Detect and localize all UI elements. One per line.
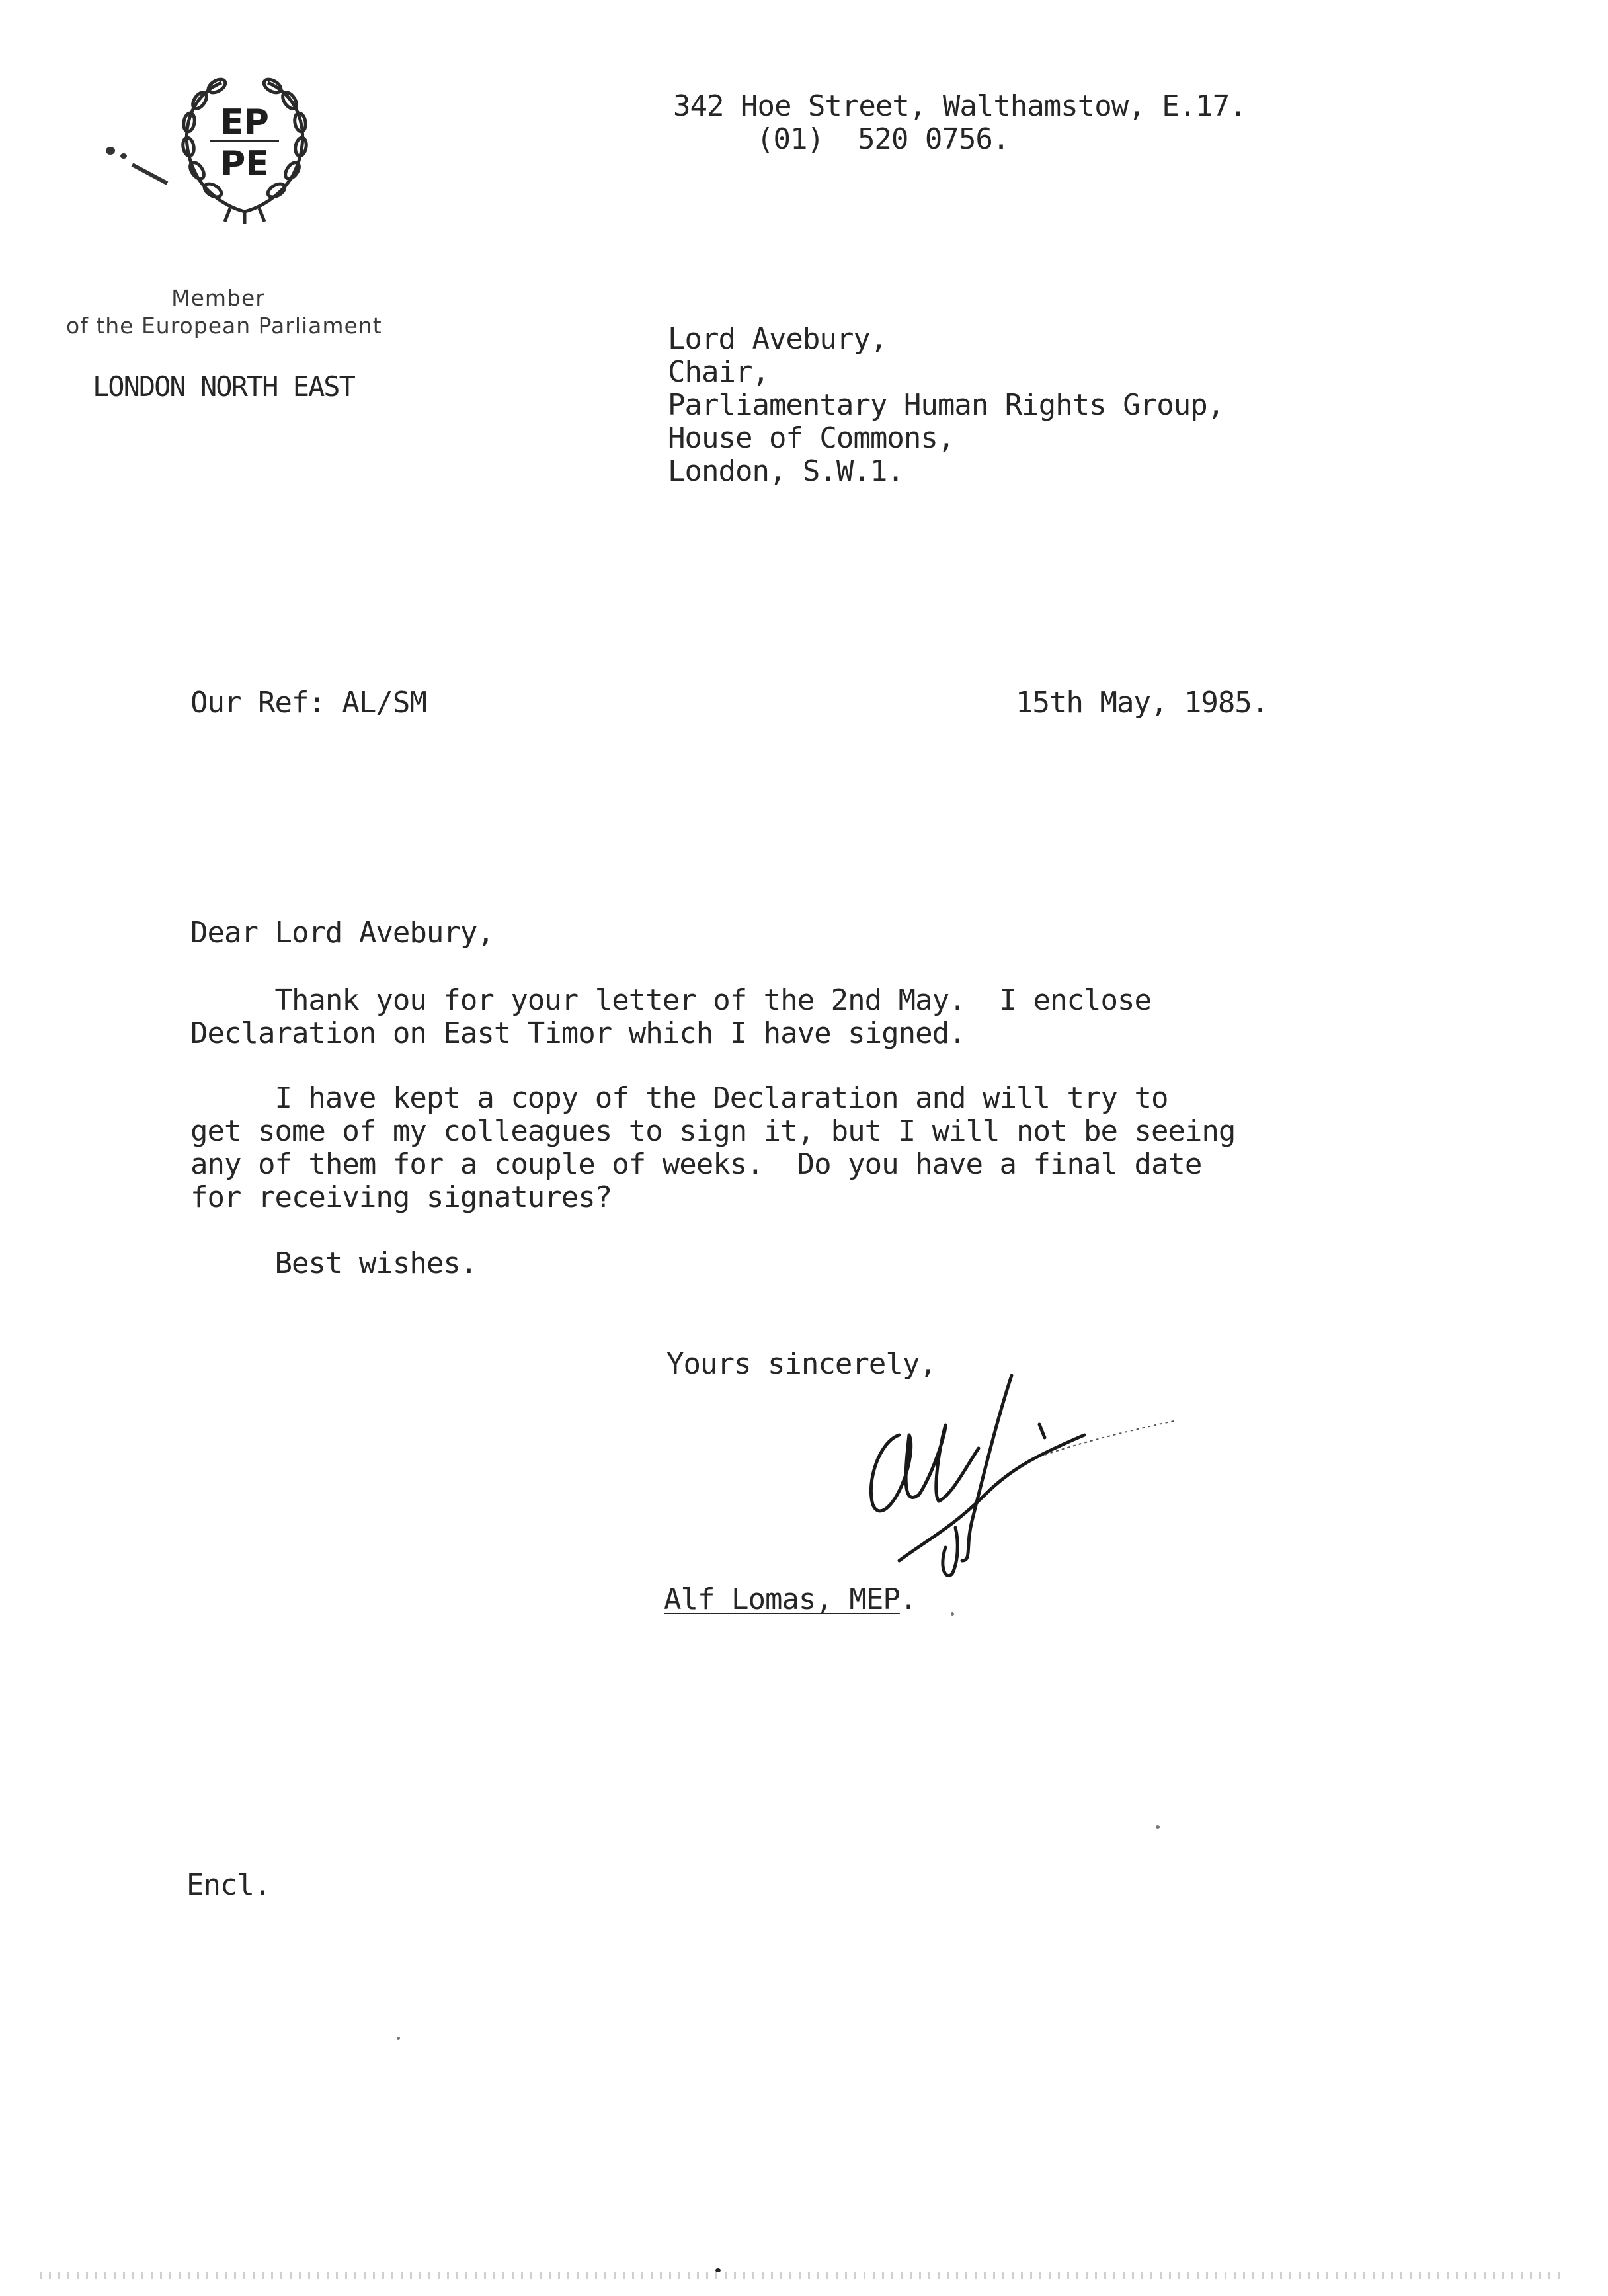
recipient-line: Lord Avebury, — [668, 322, 887, 356]
laurel-wreath-icon — [159, 66, 331, 225]
member-line-2: of the European Parliament — [66, 313, 382, 339]
paragraph-line: any of them for a couple of weeks. Do you have a final date — [190, 1147, 1202, 1181]
signatory-name-suffix: . — [899, 1582, 917, 1616]
svg-text:EP: EP — [220, 102, 269, 142]
constituency: LONDON NORTH EAST — [93, 370, 354, 403]
reference: Our Ref: AL/SM — [190, 686, 426, 719]
recipient-line: Parliamentary Human Rights Group, — [668, 388, 1225, 422]
enclosure-note: Encl. — [186, 1868, 271, 1902]
scan-speck — [951, 1612, 954, 1616]
member-caption — [66, 284, 382, 340]
recipient-line: House of Commons, — [668, 421, 955, 455]
sender-address-line: 342 Hoe Street, Walthamstow, E.17. — [673, 89, 1246, 123]
handwritten-signature — [846, 1362, 1190, 1580]
recipient-line: London, S.W.1. — [668, 454, 904, 488]
scan-speck — [397, 2037, 400, 2040]
paragraph-line: I have kept a copy of the Declaration and will try to — [190, 1081, 1168, 1115]
body-paragraph-1 — [190, 984, 1151, 1050]
paragraph-line: Thank you for your letter of the 2nd May. I enclose — [190, 983, 1151, 1017]
body-paragraph-2 — [190, 1082, 1235, 1214]
recipient-line: Chair, — [668, 355, 769, 389]
sender-phone-line: (01) 520 0756. — [756, 122, 1010, 156]
svg-text:PE: PE — [220, 144, 269, 184]
closing-wish: Best wishes. — [190, 1247, 477, 1280]
member-line-1: Member — [171, 285, 265, 311]
paragraph-line: for receiving signatures? — [190, 1180, 612, 1214]
valediction: Yours sincerely, — [666, 1347, 936, 1381]
paragraph-line: get some of my colleagues to sign it, but I will not be seeing — [190, 1114, 1236, 1148]
scan-edge-noise — [40, 2272, 1560, 2279]
scan-speck — [1156, 1825, 1160, 1829]
salutation: Dear Lord Avebury, — [190, 916, 494, 950]
recipient-address-block — [668, 323, 1224, 488]
signatory-name-block — [664, 1583, 916, 1616]
signatory-name: Alf Lomas, MEP — [664, 1582, 900, 1616]
punch-mark — [106, 147, 115, 155]
punch-mark — [120, 153, 127, 159]
letter-date: 15th May, 1985. — [1016, 686, 1269, 719]
paragraph-line: Declaration on East Timor which I have signed. — [190, 1016, 966, 1050]
ep-emblem-logo — [159, 66, 331, 225]
